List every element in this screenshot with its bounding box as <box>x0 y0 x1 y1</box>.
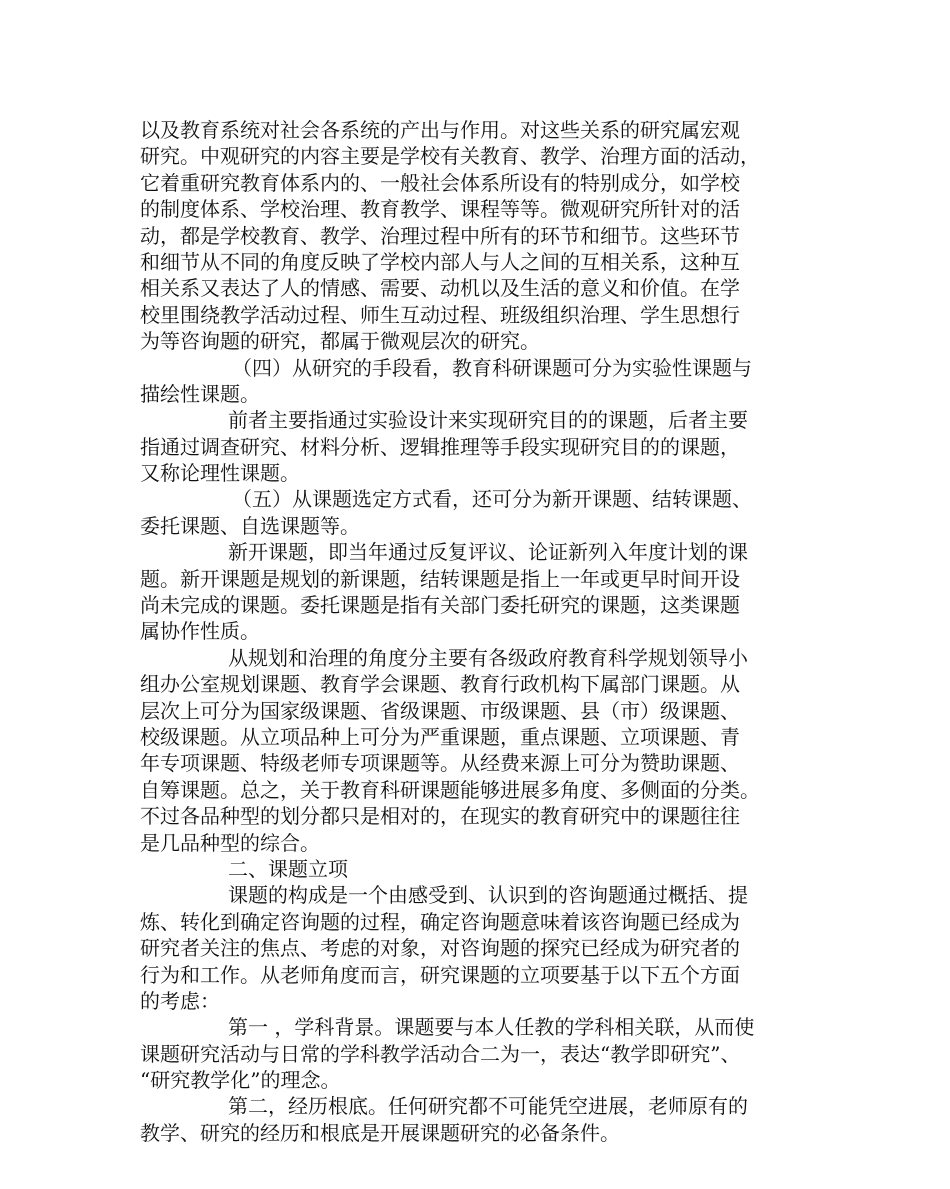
text-line: （四）从研究的手段看，教育科研课题可分为实验性课题与 <box>232 355 752 380</box>
text-line: 题。新开课题是规划的新课题，结转课题是指上一年或更早时间开设 <box>140 566 740 591</box>
text-line: 又称论理性课题。 <box>140 461 300 486</box>
text-line: 尚未完成的课题。委托课题是指有关部门委托研究的课题，这类课题 <box>140 593 740 618</box>
text-line: 课题研究活动与日常的学科教学活动合二为一，表达“教学即研究”、 <box>140 1041 741 1066</box>
text-line: 自筹课题。总之，关于教育科研课题能够进展多角度、多侧面的分类。 <box>140 777 760 802</box>
text-line: “研究教学化”的理念。 <box>140 1068 341 1093</box>
text-line: 描绘性课题。 <box>140 381 260 406</box>
text-line: 委托课题、自选课题等。 <box>140 513 360 538</box>
text-line: 第一 ，学科背景。课题要与本人任教的学科相关联，从而使 <box>228 1015 755 1040</box>
text-line: 为等咨询题的研究，都属于微观层次的研究。 <box>140 329 540 354</box>
text-line: 二、课题立项 <box>228 856 348 881</box>
text-line: 校级课题。从立项品种上可分为严重课题，重点课题、立项课题、青 <box>140 724 740 749</box>
text-line: 它着重研究教育体系内的、一般社会体系所设有的特别成分，如学校 <box>140 170 740 195</box>
text-line: 的考虑： <box>140 988 220 1013</box>
text-line: 新开课题，即当年通过反复评议、论证新列入年度计划的课 <box>228 540 748 565</box>
text-line: 层次上可分为国家级课题、省级课题、市级课题、县（市）级课题、 <box>140 698 740 723</box>
text-line: 的制度体系、学校治理、教育教学、课程等等。微观研究所针对的活 <box>140 197 740 222</box>
text-line: 研究者关注的焦点、考虑的对象，对咨询题的探究已经成为研究者的 <box>140 936 740 961</box>
text-line: 指通过调查研究、材料分析、逻辑推理等手段实现研究目的的课题， <box>140 434 740 459</box>
text-line: 动，都是学校教育、教学、治理过程中所有的环节和细节。这些环节 <box>140 223 740 248</box>
text-line: 校里围绕教学活动过程、师生互动过程、班级组织治理、学生思想行 <box>140 302 740 327</box>
document-page <box>140 117 820 1146</box>
text-line: （五）从课题选定方式看，还可分为新开课题、结转课题、 <box>232 487 752 512</box>
text-line: 不过各品种型的划分都只是相对的，在现实的教育研究中的课题往往 <box>140 804 740 829</box>
text-line: 组办公室规划课题、教育学会课题、教育行政机构下属部门课题。从 <box>140 672 740 697</box>
text-line: 教学、研究的经历和根底是开展课题研究的必备条件。 <box>140 1120 620 1145</box>
text-line: 和细节从不同的角度反映了学校内部人与人之间的互相关系，这种互 <box>140 249 740 274</box>
text-line: 是几品种型的综合。 <box>140 830 320 855</box>
text-line: 属协作性质。 <box>140 619 260 644</box>
text-line: 课题的构成是一个由感受到、认识到的咨询题通过概括、提 <box>228 883 748 908</box>
text-line: 相关系又表达了人的情感、需要、动机以及生活的意义和价值。在学 <box>140 276 740 301</box>
text-line: 年专项课题、特级老师专项课题等。从经费来源上可分为赞助课题、 <box>140 751 740 776</box>
text-line: 炼、转化到确定咨询题的过程，确定咨询题意味着该咨询题已经成为 <box>140 909 740 934</box>
text-line: 前者主要指通过实验设计来实现研究目的的课题，后者主要 <box>228 408 748 433</box>
text-line: 第二，经历根底。任何研究都不可能凭空进展，老师原有的 <box>228 1094 748 1119</box>
text-line: 以及教育系统对社会各系统的产出与作用。对这些关系的研究属宏观 <box>140 118 740 142</box>
text-line: 行为和工作。从老师角度而言，研究课题的立项要基于以下五个方面 <box>140 962 740 987</box>
text-line: 研究。中观研究的内容主要是学校有关教育、教学、治理方面的活动， <box>140 144 760 169</box>
text-line: 从规划和治理的角度分主要有各级政府教育科学规划领导小 <box>228 645 748 670</box>
